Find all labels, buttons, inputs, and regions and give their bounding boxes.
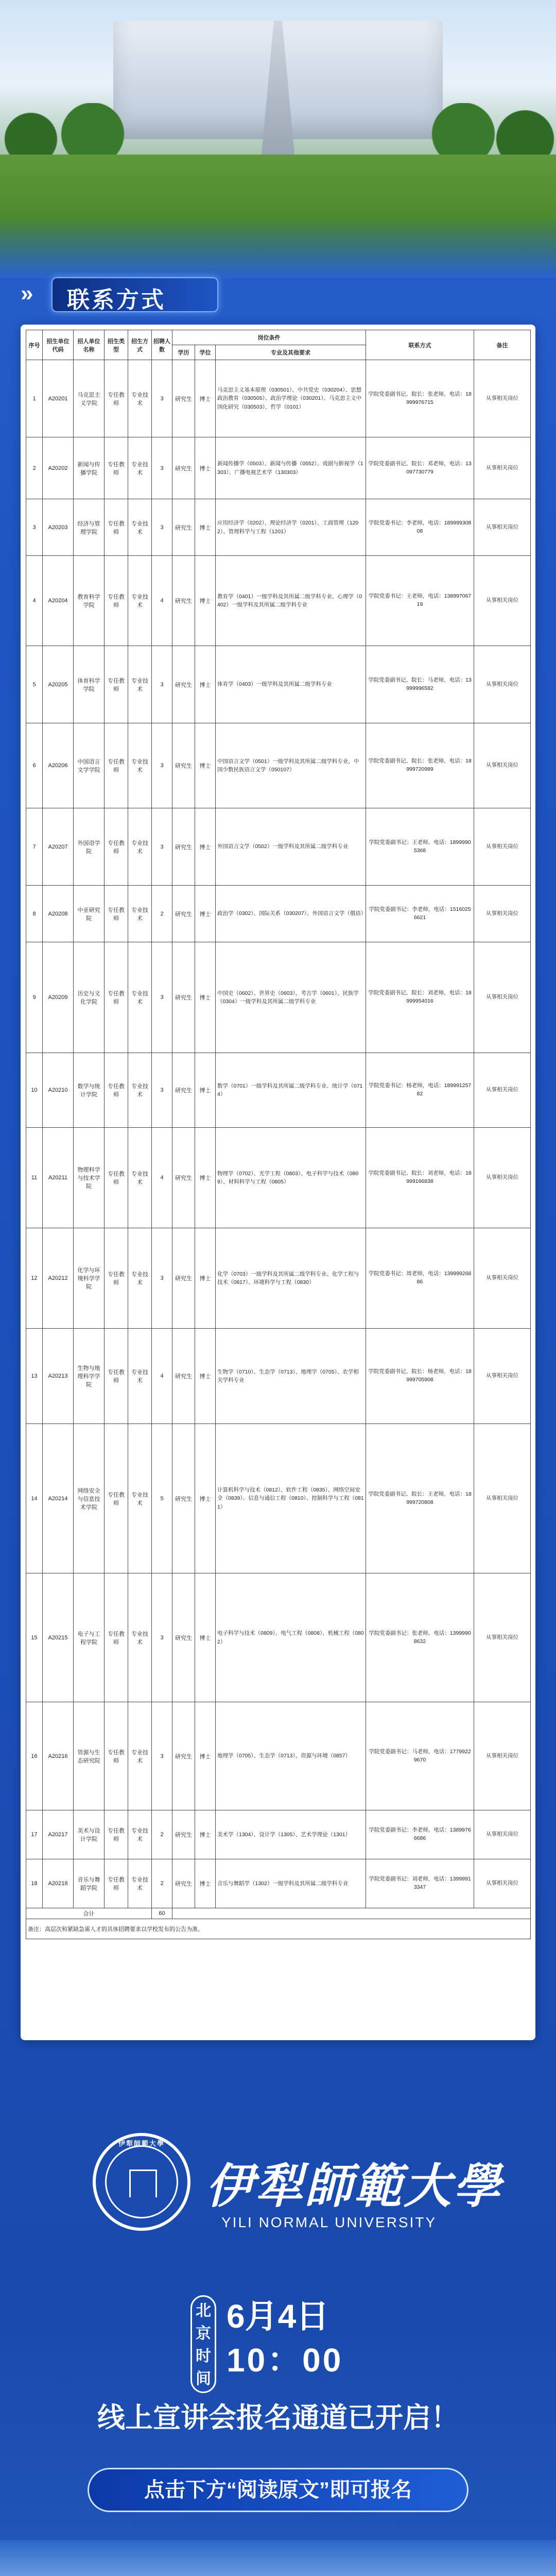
table-row: [26, 556, 531, 646]
cell-majors: 美术学（1304）、设计学（1305）、艺术学理论（1301）: [216, 1810, 366, 1859]
cell-note: 从事相关岗位: [474, 360, 531, 437]
cell-edu: 研究生: [172, 1859, 195, 1908]
cell-seq: 7: [26, 808, 43, 886]
cell-mode: 专业技术: [128, 437, 152, 499]
cell-plan: 2: [152, 1810, 172, 1859]
cell-edu: 研究生: [172, 360, 195, 437]
cell-degree: 博士: [195, 886, 216, 942]
seal-gate-icon: [129, 2170, 157, 2197]
cell-seq: 16: [26, 1702, 43, 1810]
cell-plan: 3: [152, 1228, 172, 1329]
cell-unit-code: A20213: [43, 1329, 74, 1424]
table-row: [26, 646, 531, 723]
cell-degree: 博士: [195, 1329, 216, 1424]
cell-plan: 2: [152, 886, 172, 942]
cell-note: 从事相关岗位: [474, 723, 531, 808]
cell-type: 专任教师: [105, 1053, 128, 1128]
cell-seq: 2: [26, 437, 43, 499]
cell-seq: 5: [26, 646, 43, 723]
cell-seq: 18: [26, 1859, 43, 1908]
cell-unit-name: 历史与文化学院: [74, 942, 105, 1053]
cell-unit-name: 经济与管理学院: [74, 499, 105, 556]
cell-majors: 物理学（0702）、光学工程（0803）、电子科学与技术（0809）、材料科学与工程（0805）: [216, 1128, 366, 1228]
cell-contact: 学院党委书记：周老师，电话：13999926886: [366, 1228, 474, 1329]
cell-unit-name: 物理科学与技术学院: [74, 1128, 105, 1228]
timezone-char: 时: [196, 2348, 211, 2365]
cell-unit-name: 中亚研究院: [74, 886, 105, 942]
timezone-label: [190, 2295, 216, 2393]
cell-type: 专任教师: [105, 1424, 128, 1573]
cell-unit-name: 网络安全与信息技术学院: [74, 1424, 105, 1573]
cell-plan: 5: [152, 1424, 172, 1573]
cell-mode: 专业技术: [128, 1228, 152, 1329]
cell-unit-name: 马克思主义学院: [74, 360, 105, 437]
cell-unit-name: 生物与地理科学学院: [74, 1329, 105, 1424]
cell-contact: 学院党委副书记：刘老师，电话：13999913347: [366, 1859, 474, 1908]
col-header-seq: 序号: [26, 330, 43, 360]
cell-edu: 研究生: [172, 942, 195, 1053]
recruitment-table-card: [21, 325, 535, 2040]
cell-edu: 研究生: [172, 646, 195, 723]
cell-edu: 研究生: [172, 886, 195, 942]
cell-mode: 专业技术: [128, 360, 152, 437]
cell-note: 从事相关岗位: [474, 942, 531, 1053]
cell-degree: 博士: [195, 942, 216, 1053]
table-row: [26, 1810, 531, 1859]
cell-edu: 研究生: [172, 1228, 195, 1329]
cell-contact: 学院党委副书记：李老师，电话：15160256621: [366, 886, 474, 942]
cell-note: 从事相关岗位: [474, 1053, 531, 1128]
cell-unit-name: 资源与生态研究院: [74, 1702, 105, 1810]
cell-unit-code: A20208: [43, 886, 74, 942]
cell-mode: 专业技术: [128, 942, 152, 1053]
cell-edu: 研究生: [172, 437, 195, 499]
cell-seq: 1: [26, 360, 43, 437]
cell-degree: 博士: [195, 1810, 216, 1859]
cell-unit-code: A20215: [43, 1573, 74, 1702]
cell-majors: 计算机科学与技术（0812）、软件工程（0835）、网络空间安全（0839）、信息与通信工程（0810）、控制科学与工程（0811）: [216, 1424, 366, 1573]
cell-unit-name: 外国语学院: [74, 808, 105, 886]
cell-majors: 应用经济学（0202）、理论经济学（0201）、工商管理（1202）、管理科学与工程（1201）: [216, 499, 366, 556]
cell-unit-name: 中国语言文学学院: [74, 723, 105, 808]
cell-degree: 博士: [195, 556, 216, 646]
table-header-row: [26, 330, 531, 345]
cell-degree: 博士: [195, 808, 216, 886]
cell-unit-code: A20210: [43, 1053, 74, 1128]
cell-degree: 博士: [195, 1424, 216, 1573]
table-row: [26, 437, 531, 499]
cell-majors: 教育学（0401）一级学科及其所属二级学科专业、心理学（0402）一级学科及其所属二级学科专业: [216, 556, 366, 646]
total-blank: [172, 1908, 531, 1919]
cell-edu: 研究生: [172, 1573, 195, 1702]
cell-unit-name: 美术与设计学院: [74, 1810, 105, 1859]
cell-contact: 学院党委副书记：张老师，电话：13999908632: [366, 1573, 474, 1702]
cell-mode: 专业技术: [128, 1702, 152, 1810]
cell-edu: 研究生: [172, 1053, 195, 1128]
cell-contact: 学院党委副书记、院长：张老师，电话：18999976715: [366, 360, 474, 437]
cell-type: 专任教师: [105, 1573, 128, 1702]
table-note-row: [26, 1919, 531, 1939]
cell-plan: 3: [152, 942, 172, 1053]
cell-contact: 学院党委副书记：王老师，电话：18999905368: [366, 808, 474, 886]
cell-unit-code: A20204: [43, 556, 74, 646]
table-body: [26, 360, 531, 1908]
table-row: [26, 723, 531, 808]
recruitment-table: [26, 330, 531, 1939]
total-value: 60: [152, 1908, 172, 1919]
cell-majors: 音乐与舞蹈学（1302）一级学科及其所属二级学科专业: [216, 1859, 366, 1908]
cell-majors: 政治学（0302）、国际关系（030207）、外国语言文学（俄语）: [216, 886, 366, 942]
cell-mode: 专业技术: [128, 646, 152, 723]
cell-note: 从事相关岗位: [474, 1859, 531, 1908]
cell-degree: 博士: [195, 723, 216, 808]
cell-unit-code: A20205: [43, 646, 74, 723]
cell-note: 从事相关岗位: [474, 886, 531, 942]
cell-plan: 3: [152, 437, 172, 499]
cell-type: 专任教师: [105, 556, 128, 646]
university-logo: [0, 2076, 556, 2293]
cell-type: 专任教师: [105, 808, 128, 886]
cell-majors: 生物学（0710）、生态学（0713）、地理学（0705）、农学相关学科专业: [216, 1329, 366, 1424]
table-row: [26, 360, 531, 437]
cell-type: 专任教师: [105, 1228, 128, 1329]
cell-unit-code: A20217: [43, 1810, 74, 1859]
cell-type: 专任教师: [105, 437, 128, 499]
col-header-majors: 专业及其他要求: [216, 345, 366, 360]
cell-contact: 学院党委书记：王老师，电话：13899706719: [366, 556, 474, 646]
read-original-button[interactable]: 点击下方“阅读原文”即可报名: [88, 2468, 468, 2512]
cell-plan: 3: [152, 499, 172, 556]
cell-contact: 学院党委副书记：李老师，电话：13899766686: [366, 1810, 474, 1859]
table-row: [26, 808, 531, 886]
col-header-type: 招生类型: [105, 330, 128, 360]
cell-majors: 外国语言文学（0502）一级学科及其所属二级学科专业: [216, 808, 366, 886]
cell-note: 从事相关岗位: [474, 1424, 531, 1573]
cell-plan: 4: [152, 1128, 172, 1228]
table-total-row: [26, 1908, 531, 1919]
cell-unit-code: A20216: [43, 1702, 74, 1810]
cell-unit-name: 教育科学学院: [74, 556, 105, 646]
cell-mode: 专业技术: [128, 1329, 152, 1424]
table-row: [26, 942, 531, 1053]
cell-type: 专任教师: [105, 886, 128, 942]
cell-mode: 专业技术: [128, 723, 152, 808]
cell-majors: 新闻传播学（0503）、新闻与传播（0552）、戏剧与影视学（1303）、广播电视艺术学（130303）: [216, 437, 366, 499]
cell-unit-name: 体育科学学院: [74, 646, 105, 723]
cell-edu: 研究生: [172, 499, 195, 556]
cell-edu: 研究生: [172, 556, 195, 646]
cell-seq: 11: [26, 1128, 43, 1228]
cell-type: 专任教师: [105, 1702, 128, 1810]
university-name-cn: 伊犁師範大學: [206, 2158, 503, 2214]
cell-unit-code: A20209: [43, 942, 74, 1053]
cell-unit-code: A20203: [43, 499, 74, 556]
cell-plan: 4: [152, 556, 172, 646]
cell-contact: 学院党委副书记、院长：王老师，电话：18999720808: [366, 1424, 474, 1573]
cell-note: 从事相关岗位: [474, 1228, 531, 1329]
cell-mode: 专业技术: [128, 886, 152, 942]
cell-plan: 3: [152, 646, 172, 723]
table-row: [26, 1228, 531, 1329]
cell-unit-name: 音乐与舞蹈学院: [74, 1859, 105, 1908]
cell-degree: 博士: [195, 1228, 216, 1329]
col-header-edu: 学历: [172, 345, 195, 360]
cell-type: 专任教师: [105, 1128, 128, 1228]
cell-degree: 博士: [195, 1573, 216, 1702]
university-name-en: YILI NORMAL UNIVERSITY: [221, 2214, 437, 2230]
col-header-contact: 联系方式: [366, 330, 474, 360]
cell-plan: 4: [152, 1329, 172, 1424]
cell-seq: 12: [26, 1228, 43, 1329]
cell-plan: 3: [152, 1053, 172, 1128]
cell-mode: 专业技术: [128, 556, 152, 646]
cell-majors: 马克思主义基本原理（030501）、中共党史（030204）、思想政治教育（030505）、政治学理论（030201）、马克思主义中国化研究（030503）、哲学（0101）: [216, 360, 366, 437]
campus-photo-bottom: [0, 2540, 556, 2576]
double-chevron-icon: »: [21, 281, 33, 306]
cell-note: 从事相关岗位: [474, 1329, 531, 1424]
cell-type: 专任教师: [105, 499, 128, 556]
table-row: [26, 886, 531, 942]
cell-contact: 学院党委副书记：马老师，电话：17799229670: [366, 1702, 474, 1810]
cell-plan: 3: [152, 360, 172, 437]
cell-edu: 研究生: [172, 723, 195, 808]
col-header-level: 岗位条件: [172, 330, 366, 345]
cell-seq: 17: [26, 1810, 43, 1859]
photo-fade: [0, 216, 556, 278]
cell-degree: 博士: [195, 1702, 216, 1810]
cell-edu: 研究生: [172, 1424, 195, 1573]
cell-unit-code: A20214: [43, 1424, 74, 1573]
cell-seq: 9: [26, 942, 43, 1053]
cell-edu: 研究生: [172, 1128, 195, 1228]
cell-note: 从事相关岗位: [474, 808, 531, 886]
cell-type: 专任教师: [105, 360, 128, 437]
cell-majors: 地理学（0705）、生态学（0713）、资源与环境（0857）: [216, 1702, 366, 1810]
cell-unit-code: A20207: [43, 808, 74, 886]
cell-type: 专任教师: [105, 646, 128, 723]
col-header-unit-name: 招人单位名称: [74, 330, 105, 360]
cell-degree: 博士: [195, 1053, 216, 1128]
cell-note: 从事相关岗位: [474, 646, 531, 723]
table-row: [26, 499, 531, 556]
cell-seq: 10: [26, 1053, 43, 1128]
cell-edu: 研究生: [172, 1810, 195, 1859]
table-row: [26, 1053, 531, 1128]
cell-contact: 学院党委书记：杨老师，电话：18999125782: [366, 1053, 474, 1128]
col-header-unit-code: 招生单位代码: [43, 330, 74, 360]
cell-unit-name: 化学与环境科学学院: [74, 1228, 105, 1329]
cell-unit-code: A20211: [43, 1128, 74, 1228]
cell-mode: 专业技术: [128, 1053, 152, 1128]
cell-mode: 专业技术: [128, 499, 152, 556]
table-row: [26, 1573, 531, 1702]
cell-degree: 博士: [195, 499, 216, 556]
table-row: [26, 1424, 531, 1573]
cell-plan: 3: [152, 808, 172, 886]
col-header-plan: 招聘人数: [152, 330, 172, 360]
cell-degree: 博士: [195, 437, 216, 499]
cell-seq: 8: [26, 886, 43, 942]
cell-majors: 中国语言文学（0501）一级学科及其所属二级学科专业、中国少数民族语言文学（050107）: [216, 723, 366, 808]
cell-unit-code: A20202: [43, 437, 74, 499]
cell-contact: 学院党委副书记、院长：马老师，电话：13999996582: [366, 646, 474, 723]
col-header-degree: 学位: [195, 345, 216, 360]
event-date: 6月4日: [227, 2298, 329, 2335]
cell-mode: 专业技术: [128, 1128, 152, 1228]
cell-mode: 专业技术: [128, 1859, 152, 1908]
cell-type: 专任教师: [105, 1329, 128, 1424]
cell-unit-code: A20212: [43, 1228, 74, 1329]
cell-mode: 专业技术: [128, 808, 152, 886]
cell-note: 从事相关岗位: [474, 1128, 531, 1228]
cell-seq: 6: [26, 723, 43, 808]
cell-note: 从事相关岗位: [474, 1810, 531, 1859]
cell-unit-name: 新闻与传播学院: [74, 437, 105, 499]
timezone-char: 间: [196, 2370, 211, 2387]
cell-majors: 体育学（0403）一级学科及其所属二级学科专业: [216, 646, 366, 723]
cell-seq: 14: [26, 1424, 43, 1573]
cell-unit-name: 电子与工程学院: [74, 1573, 105, 1702]
cell-plan: 3: [152, 723, 172, 808]
cell-degree: 博士: [195, 646, 216, 723]
cell-mode: 专业技术: [128, 1424, 152, 1573]
seal-inner-ring: [105, 2145, 178, 2218]
col-header-mode: 招生方式: [128, 330, 152, 360]
cell-mode: 专业技术: [128, 1573, 152, 1702]
table-footnote: 备注：高层次和紧缺急需人才的具体招聘要求以学校发布的公告为准。: [26, 1919, 531, 1939]
registration-open-headline: 线上宣讲会报名通道已开启！: [97, 2402, 459, 2433]
total-label: 合计: [26, 1908, 152, 1919]
cell-majors: 化学（0703）一级学科及其所属二级学科专业、化学工程与技术（0817）、环境科学与工程（0830）: [216, 1228, 366, 1329]
cell-note: 从事相关岗位: [474, 437, 531, 499]
cell-unit-code: A20218: [43, 1859, 74, 1908]
section-header: [21, 273, 227, 314]
cell-type: 专任教师: [105, 1810, 128, 1859]
cell-majors: 中国史（0602）、世界史（0603）、考古学（0601）、民族学（0304）一级学科及其所属二级学科专业: [216, 942, 366, 1053]
cell-note: 从事相关岗位: [474, 1573, 531, 1702]
cell-plan: 3: [152, 1573, 172, 1702]
cell-seq: 13: [26, 1329, 43, 1424]
seal-text: 伊犁師範大學: [118, 2140, 165, 2147]
cell-majors: 数学（0701）一级学科及其所属二级学科专业、统计学（0714）: [216, 1053, 366, 1128]
table-row: [26, 1329, 531, 1424]
table-row: [26, 1859, 531, 1908]
cell-unit-name: 数学与统计学院: [74, 1053, 105, 1128]
campus-photo-top: [0, 0, 556, 278]
cell-edu: 研究生: [172, 808, 195, 886]
table-row: [26, 1128, 531, 1228]
cell-plan: 3: [152, 1702, 172, 1810]
cell-contact: 学院党委副书记、院长：杨老师，电话：18999705908: [366, 1329, 474, 1424]
cell-note: 从事相关岗位: [474, 1702, 531, 1810]
cell-contact: 学院党委副书记、院长：刘老师，电话：18999954016: [366, 942, 474, 1053]
cell-seq: 4: [26, 556, 43, 646]
cell-plan: 2: [152, 1859, 172, 1908]
cell-unit-code: A20201: [43, 360, 74, 437]
cell-seq: 3: [26, 499, 43, 556]
col-header-note: 备注: [474, 330, 531, 360]
cell-unit-code: A20206: [43, 723, 74, 808]
cell-degree: 博士: [195, 1859, 216, 1908]
cell-edu: 研究生: [172, 1329, 195, 1424]
timezone-char: 北: [196, 2302, 211, 2319]
cell-contact: 学院党委副书记、院长：张老师，电话：18999720989: [366, 723, 474, 808]
event-time: 10：00: [227, 2342, 343, 2379]
cell-type: 专任教师: [105, 1859, 128, 1908]
section-title: 联系方式: [67, 287, 166, 313]
cell-contact: 学院党委副书记、院长：刘老师，电话：18999166838: [366, 1128, 474, 1228]
cell-note: 从事相关岗位: [474, 556, 531, 646]
cell-contact: 学院党委书记：李老师，电话：18999930808: [366, 499, 474, 556]
cell-note: 从事相关岗位: [474, 499, 531, 556]
cell-degree: 博士: [195, 360, 216, 437]
university-seal-icon: [93, 2133, 190, 2231]
table-row: [26, 1702, 531, 1810]
cell-degree: 博士: [195, 1128, 216, 1228]
cell-edu: 研究生: [172, 1702, 195, 1810]
cell-type: 专任教师: [105, 723, 128, 808]
timezone-char: 京: [196, 2325, 211, 2342]
cell-type: 专任教师: [105, 942, 128, 1053]
cell-majors: 电子科学与技术（0809）、电气工程（0808）、机械工程（0802）: [216, 1573, 366, 1702]
cell-mode: 专业技术: [128, 1810, 152, 1859]
cell-seq: 15: [26, 1573, 43, 1702]
cell-contact: 学院党委副书记、院长：邓老师，电话：13097730779: [366, 437, 474, 499]
